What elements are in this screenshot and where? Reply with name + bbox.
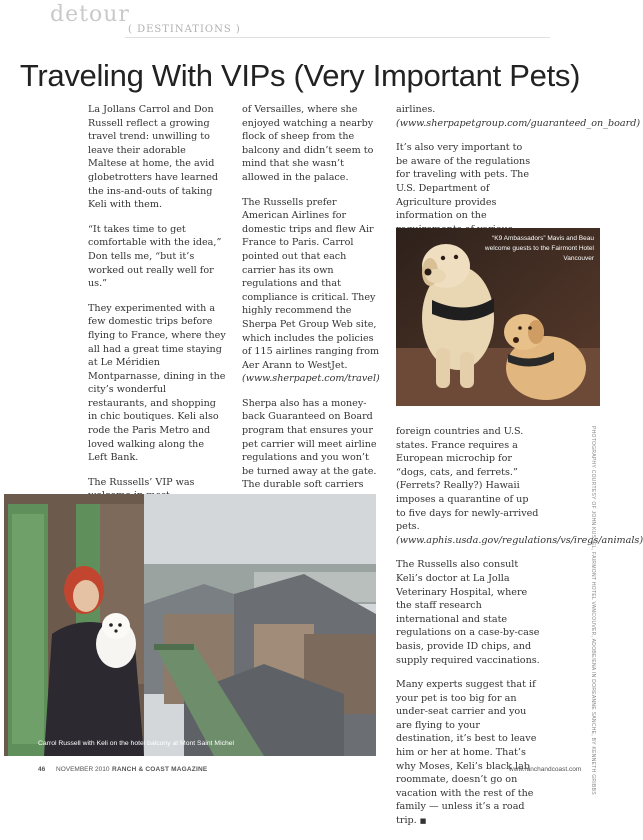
col3-closing-text: Many experts suggest that if your pet is too big for an under-seat carrier and you are flying to your destination, it’s best to leave him or her at home. That’s why Moses, Keli’s black lab roommate, doesn’t go on vacation with the rest of the family — unless it’s a road trip. [396,679,537,827]
issue-date: NOVEMBER 2010 [56,766,110,773]
mont-saint-michel-illustration [4,494,376,756]
header-rule [125,37,550,38]
page-number: 46 [38,766,46,773]
col3-paragraph: It’s also very important to be aware of the regulations for traveling with pets. The U.S. Department of Agriculture provides information on the [396,142,531,222]
col1-paragraph: They experimented with a few domestic trips before flying to France, where they all had a great time staying at Le Méridien Montparnasse, dining in the city’s wonderful restaurants, and shopping in chic boutiques. Keli also rode the Paris Metro and loved walking along the Left Bank. [88,302,226,464]
photo-credit-text: PHOTOGRAPHY COURTESY OF JOHN KUSSEL, FAIRMONT HOTEL VANCOUVER, ADOBE/ENA IN DOREANNE SANCHE, BY KENNETH GRIBBS [590,426,596,795]
col3-paragraph: foreign countries and U.S. states. France requires a European microchip for “dogs, cats, and ferrets.” (Ferrets? Really?) Hawaii imposes a quarantine of up to five days for newly-arrived pets. [396,426,539,533]
col3-paragraph [396,678,540,829]
col1-paragraph: “It takes time to get comfortable with the idea,” Don tells me, “but it’s worked out really well for us.” [88,223,222,290]
carrol-balcony-photo [4,494,376,756]
sherpa-travel-link[interactable]: (www.sherpapet.com/travel) [242,373,380,385]
dogs-photo [396,228,600,406]
article-column-3-top [396,103,641,247]
photo-credit [588,426,598,795]
carrol-photo-caption: Carrol Russell with Keli on the hotel balcony at Mont Saint Michel [38,740,235,747]
section-kicker: detour [50,2,130,27]
col3-paragraph: The Russells also consult Keli’s doctor at La Jolla Veterinary Hospital, where the staff research international and state regulations on a case-by-case basis, provide ID chips, and supply required vaccinations. [396,559,540,666]
sherpa-guarantee-link[interactable]: (www.sherpapetgroup.com/guaranteed_on_board) [396,117,641,129]
col3-link[interactable] [396,534,643,548]
col3-lead: airlines. [396,104,436,115]
dogs-photo-caption: “K9 Ambassadors” Mavis and Beau welcome guests to the Fairmont Hotel Vancouver [484,235,594,262]
article-headline: Traveling With VIPs (Very Important Pets) [19,58,581,93]
col2-paragraph: The Russells prefer American Airlines for domestic trips and flew Air France to Paris. Carrol pointed out that each carrier has its own regulations and that compliance is critical. They highly recommend the Sherpa Pet Group Web site, which includes the policies of 115 airlines ranging from Aer Arann to WestJet. [242,196,380,371]
aphis-link[interactable]: (www.aphis.usda.gov/regulations/vs/iregs/animals) [396,534,643,546]
col2-paragraph: Sherpa also has a money-back Guaranteed on Board program that ensures your pet carrier will meet airline regulations and you won’t be turned away at the gate. The durable soft carriers [242,397,377,491]
col2-paragraph: of Versailles, where she enjoyed watching a nearby flock of sheep from the balcony and didn’t seem to mind that she wasn’t allowed in the palace. [242,104,374,183]
col3-paragraph [396,103,641,130]
col1-paragraph: The Russells’ VIP was [88,476,195,488]
section-subtitle: ( DESTINATIONS ) [128,24,241,35]
magazine-name: RANCH & COAST MAGAZINE [112,766,208,773]
col1-paragraph: La Jollans Carrol and Don Russell reflect a growing travel trend: unwilling to leave their adorable Maltese at home, the avid globetrotters have learned the ins-and-outs of taking Keli with them. [88,104,219,211]
col2-link[interactable] [242,372,380,386]
end-mark: ■ [419,817,427,826]
magazine-url[interactable]: www.ranchandcoast.com [509,766,582,773]
